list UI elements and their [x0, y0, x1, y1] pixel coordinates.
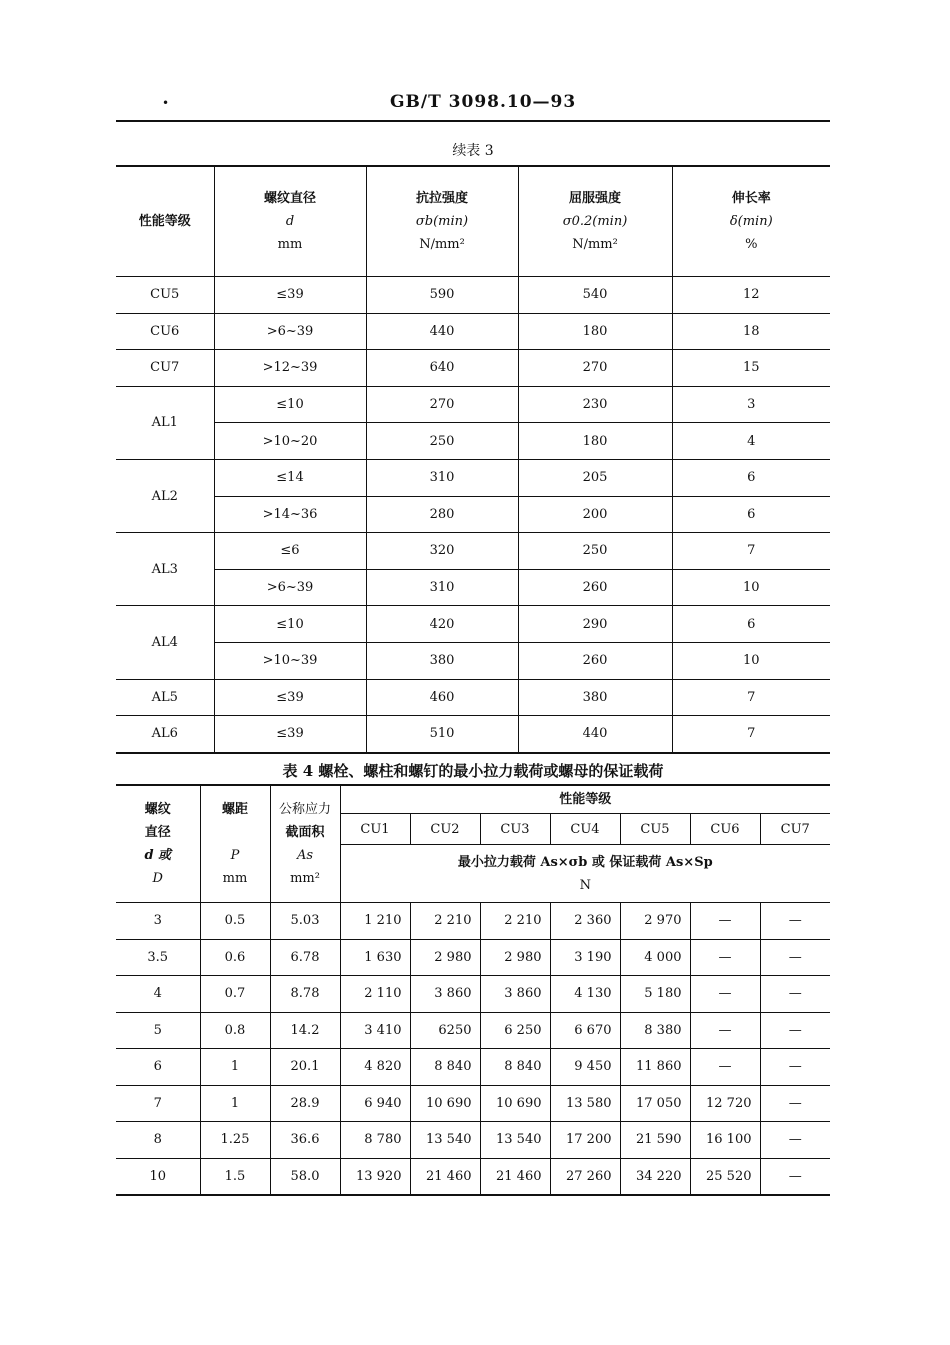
load-cell: 6 670	[550, 1012, 620, 1049]
load-cell: 8 380	[620, 1012, 690, 1049]
load-cell: 21 460	[480, 1158, 550, 1195]
yield-cell: 540	[518, 277, 672, 314]
grade-cell: CU5	[116, 277, 214, 314]
elongation-cell: 6	[672, 606, 830, 643]
load-cell: —	[690, 976, 760, 1013]
elongation-cell: 7	[672, 716, 830, 753]
grade-cell: AL5	[116, 679, 214, 716]
grade-cell: AL1	[116, 386, 214, 459]
load-cell: —	[760, 939, 830, 976]
area-cell: 28.9	[270, 1085, 340, 1122]
load-cell: —	[760, 976, 830, 1013]
tensile-cell: 590	[366, 277, 518, 314]
table-row	[116, 939, 830, 976]
load-cell: 9 450	[550, 1049, 620, 1086]
standard-number: GB/T 3098.10—93	[390, 92, 577, 112]
tensile-cell: 310	[366, 569, 518, 606]
area-cell: 58.0	[270, 1158, 340, 1195]
tensile-cell: 420	[366, 606, 518, 643]
diameter-cell: 10	[116, 1158, 200, 1195]
load-cell: —	[690, 939, 760, 976]
area-cell: 6.78	[270, 939, 340, 976]
load-cell: 3 860	[480, 976, 550, 1013]
load-cell: 2 110	[340, 976, 410, 1013]
load-cell: —	[760, 903, 830, 940]
diameter-cell: ≤6	[214, 533, 366, 570]
yield-cell: 180	[518, 313, 672, 350]
table4	[116, 784, 830, 1196]
load-cell: 4 820	[340, 1049, 410, 1086]
load-cell: 13 580	[550, 1085, 620, 1122]
pitch-cell: 0.8	[200, 1012, 270, 1049]
yield-cell: 250	[518, 533, 672, 570]
load-cell: 4 000	[620, 939, 690, 976]
diameter-cell: 6	[116, 1049, 200, 1086]
diameter-cell: 3.5	[116, 939, 200, 976]
load-cell: 5 180	[620, 976, 690, 1013]
elongation-cell: 6	[672, 496, 830, 533]
table-row	[116, 569, 830, 606]
grade-cell: AL2	[116, 459, 214, 532]
elongation-cell: 10	[672, 642, 830, 679]
diameter-cell: >10~20	[214, 423, 366, 460]
load-cell: 1 630	[340, 939, 410, 976]
load-cell: —	[760, 1012, 830, 1049]
tensile-cell: 440	[366, 313, 518, 350]
grade-header-cu2: CU2	[410, 814, 480, 845]
elongation-cell: 4	[672, 423, 830, 460]
diameter-cell: 4	[116, 976, 200, 1013]
pitch-cell: 1.5	[200, 1158, 270, 1195]
table3-header-yield: 屈服强度 σ0.2(min) N/mm²	[518, 166, 672, 277]
yield-cell: 290	[518, 606, 672, 643]
table-row	[116, 679, 830, 716]
load-cell: 2 360	[550, 903, 620, 940]
pitch-cell: 0.7	[200, 976, 270, 1013]
pitch-cell: 1	[200, 1049, 270, 1086]
table3-header-grade: 性能等级	[116, 166, 214, 277]
table-row	[116, 423, 830, 460]
diameter-cell: >10~39	[214, 642, 366, 679]
load-cell: 17 200	[550, 1122, 620, 1159]
tensile-cell: 510	[366, 716, 518, 753]
grade-cell: AL3	[116, 533, 214, 606]
load-cell: 8 840	[410, 1049, 480, 1086]
load-cell: 2 980	[410, 939, 480, 976]
pitch-cell: 1	[200, 1085, 270, 1122]
diameter-cell: ≤10	[214, 606, 366, 643]
load-cell: —	[690, 1012, 760, 1049]
pitch-cell: 0.5	[200, 903, 270, 940]
yield-cell: 270	[518, 350, 672, 387]
grade-header-cu1: CU1	[340, 814, 410, 845]
load-cell: —	[760, 1049, 830, 1086]
table4-header-row	[116, 785, 830, 814]
load-cell: —	[690, 903, 760, 940]
load-cell: 8 780	[340, 1122, 410, 1159]
table3-header-diameter: 螺纹直径 d mm	[214, 166, 366, 277]
table-row	[116, 1122, 830, 1159]
load-cell: 34 220	[620, 1158, 690, 1195]
diameter-cell: ≤10	[214, 386, 366, 423]
area-cell: 8.78	[270, 976, 340, 1013]
load-cell: —	[690, 1049, 760, 1086]
table4-header-pitch: 螺距 P mm	[200, 785, 270, 903]
diameter-cell: 3	[116, 903, 200, 940]
load-cell: 6 250	[480, 1012, 550, 1049]
diameter-cell: 8	[116, 1122, 200, 1159]
table-row	[116, 1158, 830, 1195]
load-cell: 16 100	[690, 1122, 760, 1159]
load-cell: 2 210	[410, 903, 480, 940]
elongation-cell: 7	[672, 679, 830, 716]
grade-header-cu3: CU3	[480, 814, 550, 845]
table-row	[116, 533, 830, 570]
table4-header-load: 最小拉力载荷 As×σb 或 保证载荷 As×Sp N	[340, 845, 830, 903]
area-cell: 36.6	[270, 1122, 340, 1159]
load-cell: —	[760, 1122, 830, 1159]
load-cell: 13 540	[480, 1122, 550, 1159]
load-cell: 8 840	[480, 1049, 550, 1086]
tensile-cell: 380	[366, 642, 518, 679]
yield-cell: 205	[518, 459, 672, 496]
table4-header-grade-group: 性能等级	[340, 785, 830, 814]
yield-cell: 260	[518, 569, 672, 606]
diameter-cell: 7	[116, 1085, 200, 1122]
diameter-cell: ≤39	[214, 277, 366, 314]
header-rule	[116, 120, 830, 122]
yield-cell: 230	[518, 386, 672, 423]
diameter-cell: >6~39	[214, 569, 366, 606]
table-row	[116, 277, 830, 314]
table3-header-tensile: 抗拉强度 σb(min) N/mm²	[366, 166, 518, 277]
yield-cell: 200	[518, 496, 672, 533]
yield-cell: 380	[518, 679, 672, 716]
table-row	[116, 496, 830, 533]
elongation-cell: 10	[672, 569, 830, 606]
table3	[116, 165, 830, 754]
tensile-cell: 250	[366, 423, 518, 460]
table-row	[116, 386, 830, 423]
table-row	[116, 606, 830, 643]
pitch-cell: 1.25	[200, 1122, 270, 1159]
load-cell: 10 690	[410, 1085, 480, 1122]
elongation-cell: 7	[672, 533, 830, 570]
area-cell: 14.2	[270, 1012, 340, 1049]
load-cell: 2 970	[620, 903, 690, 940]
tensile-cell: 320	[366, 533, 518, 570]
yield-cell: 440	[518, 716, 672, 753]
yield-cell: 260	[518, 642, 672, 679]
elongation-cell: 12	[672, 277, 830, 314]
table-row	[116, 642, 830, 679]
table-row	[116, 716, 830, 753]
grade-header-cu4: CU4	[550, 814, 620, 845]
tensile-cell: 460	[366, 679, 518, 716]
table-row	[116, 459, 830, 496]
table-row	[116, 350, 830, 387]
tensile-cell: 640	[366, 350, 518, 387]
elongation-cell: 15	[672, 350, 830, 387]
table-row	[116, 313, 830, 350]
diameter-cell: ≤14	[214, 459, 366, 496]
tensile-cell: 270	[366, 386, 518, 423]
table-row	[116, 903, 830, 940]
load-cell: 1 210	[340, 903, 410, 940]
diameter-cell: >6~39	[214, 313, 366, 350]
tensile-cell: 310	[366, 459, 518, 496]
table3-caption: 续表 3	[452, 143, 494, 159]
load-cell: 11 860	[620, 1049, 690, 1086]
diameter-cell: >12~39	[214, 350, 366, 387]
elongation-cell: 3	[672, 386, 830, 423]
load-cell: 3 860	[410, 976, 480, 1013]
load-cell: 13 920	[340, 1158, 410, 1195]
grade-header-cu5: CU5	[620, 814, 690, 845]
load-cell: 10 690	[480, 1085, 550, 1122]
table-row	[116, 1085, 830, 1122]
grade-cell: AL6	[116, 716, 214, 753]
diameter-cell: ≤39	[214, 679, 366, 716]
table4-header-area: 公称应力 截面积 As mm²	[270, 785, 340, 903]
load-cell: 12 720	[690, 1085, 760, 1122]
table3-header-row	[116, 166, 830, 277]
table3-header-elongation: 伸长率 δ(min) %	[672, 166, 830, 277]
grade-header-cu6: CU6	[690, 814, 760, 845]
yield-cell: 180	[518, 423, 672, 460]
diameter-cell: ≤39	[214, 716, 366, 753]
grade-cell: CU6	[116, 313, 214, 350]
table4-caption: 表 4 螺栓、螺柱和螺钉的最小拉力载荷或螺母的保证载荷	[282, 762, 664, 780]
table-row	[116, 1012, 830, 1049]
load-cell: 17 050	[620, 1085, 690, 1122]
area-cell: 5.03	[270, 903, 340, 940]
header-dot: •	[162, 96, 170, 110]
grade-header-cu7: CU7	[760, 814, 830, 845]
load-cell: 6250	[410, 1012, 480, 1049]
table4-header-diameter: 螺纹 直径 d 或 D	[116, 785, 200, 903]
tensile-cell: 280	[366, 496, 518, 533]
elongation-cell: 6	[672, 459, 830, 496]
load-cell: 21 590	[620, 1122, 690, 1159]
load-cell: 4 130	[550, 976, 620, 1013]
load-cell: —	[760, 1158, 830, 1195]
area-cell: 20.1	[270, 1049, 340, 1086]
table-row	[116, 976, 830, 1013]
load-cell: 2 980	[480, 939, 550, 976]
diameter-cell: >14~36	[214, 496, 366, 533]
load-cell: 13 540	[410, 1122, 480, 1159]
load-cell: 3 190	[550, 939, 620, 976]
grade-cell: CU7	[116, 350, 214, 387]
load-cell: 3 410	[340, 1012, 410, 1049]
elongation-cell: 18	[672, 313, 830, 350]
load-cell: 21 460	[410, 1158, 480, 1195]
load-cell: 6 940	[340, 1085, 410, 1122]
table-row	[116, 1049, 830, 1086]
load-cell: 25 520	[690, 1158, 760, 1195]
load-cell: 27 260	[550, 1158, 620, 1195]
load-cell: 2 210	[480, 903, 550, 940]
pitch-cell: 0.6	[200, 939, 270, 976]
load-cell: —	[760, 1085, 830, 1122]
grade-cell: AL4	[116, 606, 214, 679]
diameter-cell: 5	[116, 1012, 200, 1049]
